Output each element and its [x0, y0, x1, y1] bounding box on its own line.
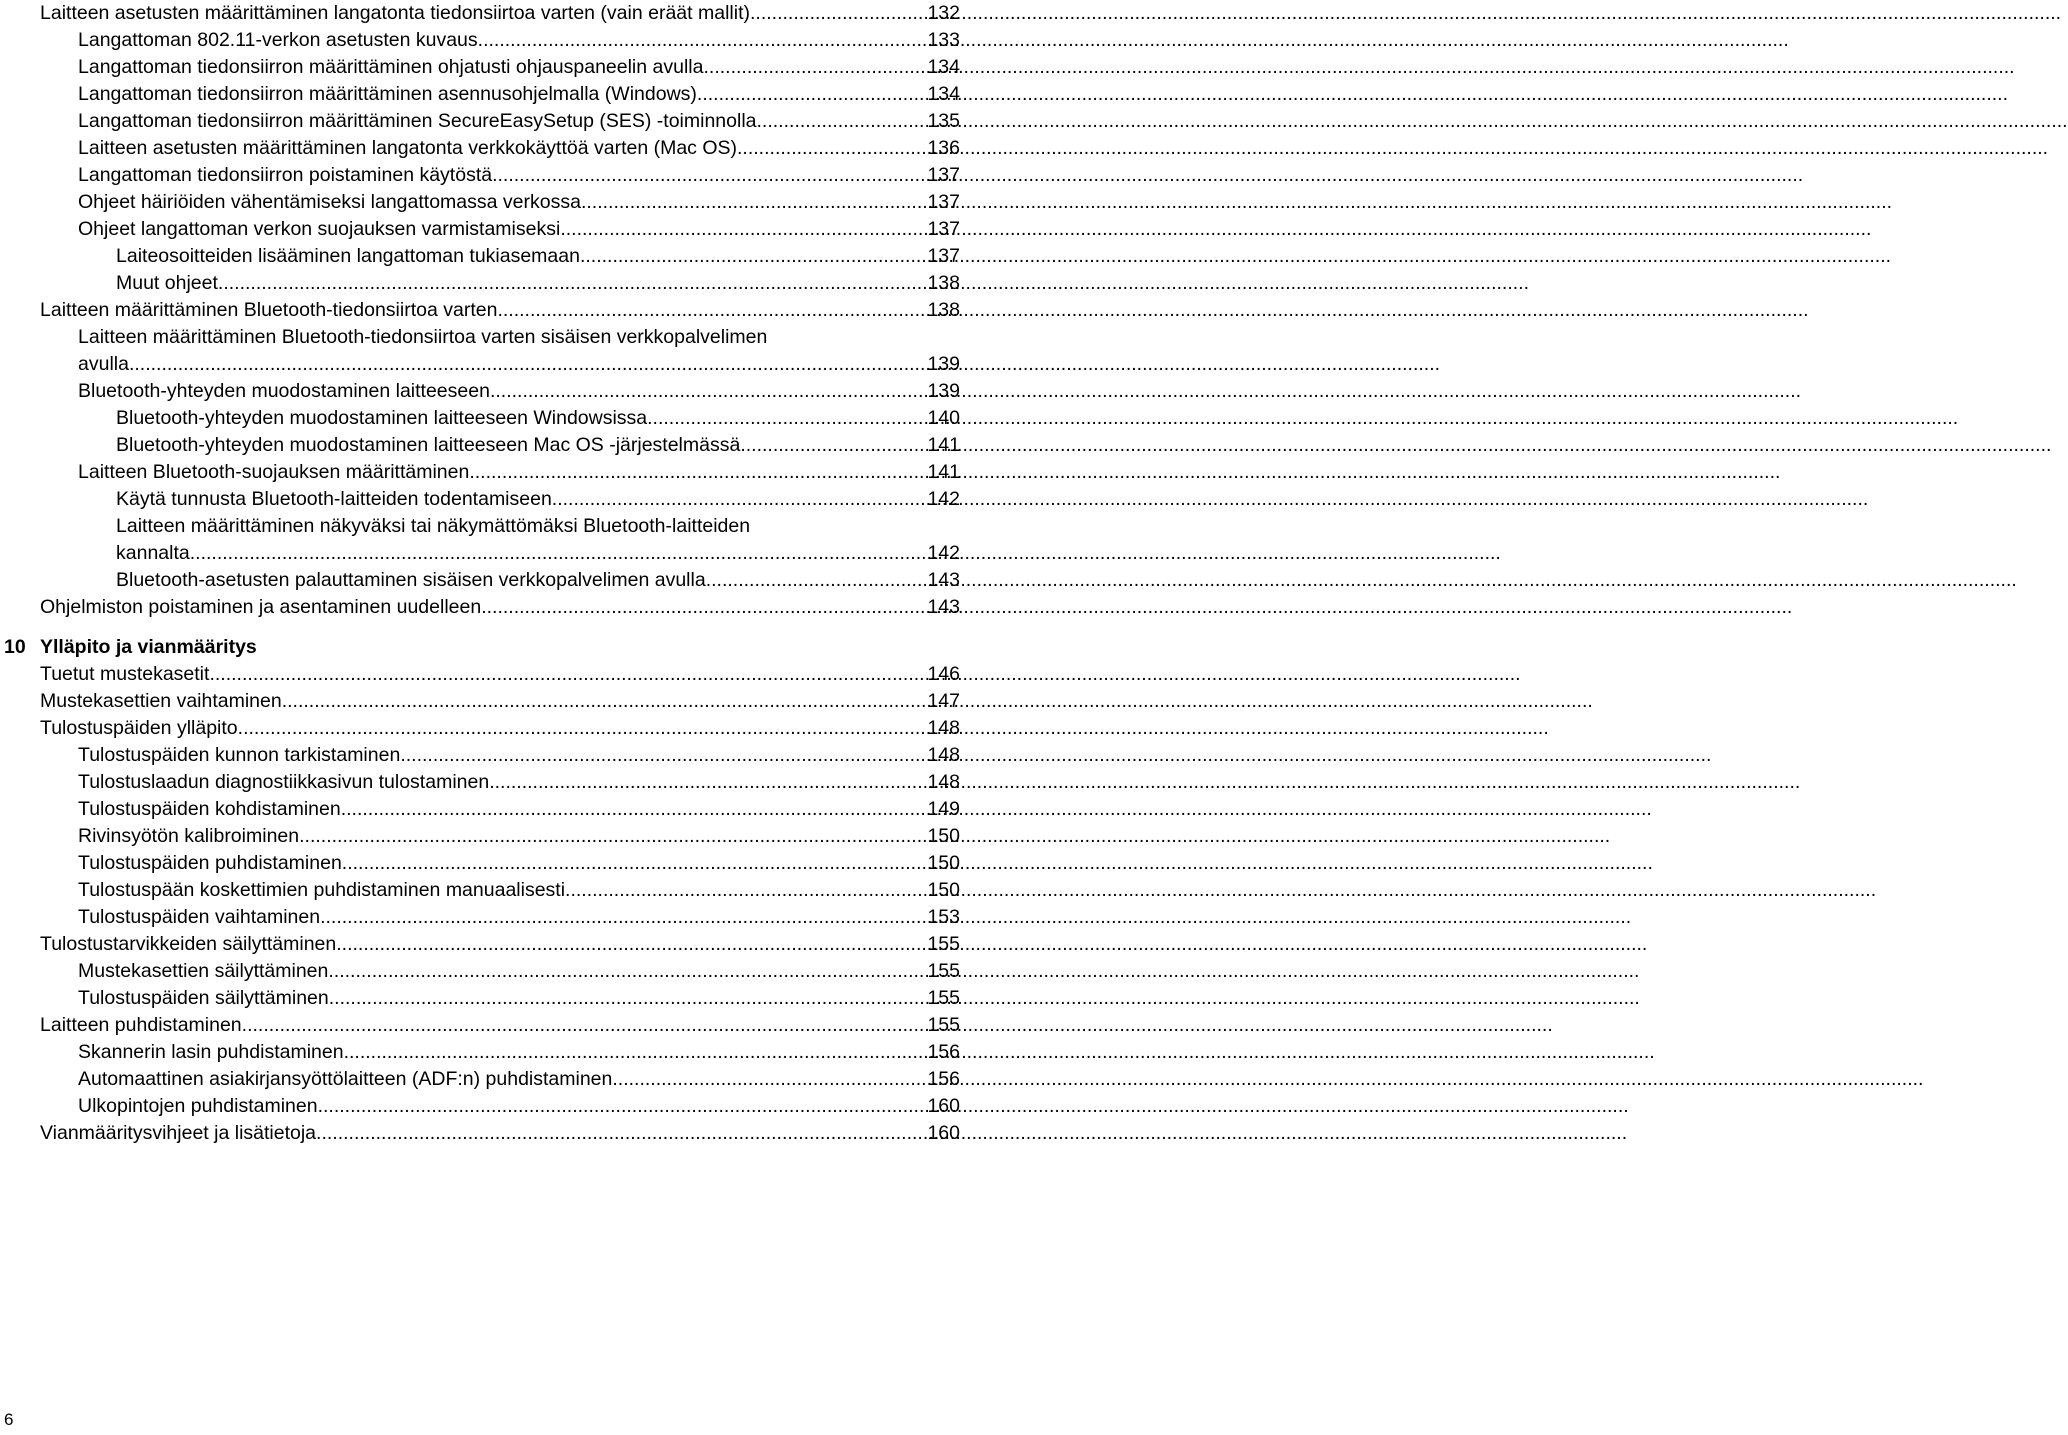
toc-entry-title: Laitteen Bluetooth-suojauksen määrittäminen: [78, 461, 470, 483]
toc-entry-page: 142: [927, 488, 960, 510]
toc-entry-title: Laitteen määrittäminen Bluetooth-tiedonsiirtoa varten: [40, 299, 498, 321]
toc-entry-title: Ulkopintojen puhdistaminen: [78, 1095, 318, 1117]
dot-leader: [560, 216, 927, 243]
toc-entry-page: 137: [927, 191, 960, 213]
toc-entry[interactable]: [78, 378, 960, 405]
toc-entry[interactable]: [116, 243, 960, 270]
toc-entry[interactable]: [78, 742, 960, 769]
toc-entry-page: 140: [927, 407, 960, 429]
toc-entry-page: 133: [927, 29, 960, 51]
toc-entry[interactable]: [78, 459, 960, 486]
toc-entry-title: avulla: [78, 353, 129, 375]
dot-leader: [209, 661, 927, 688]
toc-entry-page: 150: [927, 879, 960, 901]
toc-entry[interactable]: [40, 0, 960, 27]
toc-entry-page: 149: [927, 798, 960, 820]
dot-leader: [697, 81, 928, 108]
toc-entry-title: Muut ohjeet: [116, 272, 218, 294]
toc-entry[interactable]: [116, 540, 960, 567]
dot-leader: [341, 796, 928, 823]
chapter-title: Ylläpito ja vianmääritys: [40, 636, 257, 658]
toc-entry[interactable]: [40, 594, 960, 621]
toc-entry-title: Bluetooth-asetusten palauttaminen sisäisen verkkopalvelimen avulla: [116, 569, 706, 591]
toc-entry-title: Tulostuspäiden kohdistaminen: [78, 798, 341, 820]
toc-entry-page: 147: [927, 690, 960, 712]
toc-entry[interactable]: [78, 108, 960, 135]
dot-leader: [342, 850, 928, 877]
dot-leader: [328, 958, 927, 985]
toc-entry-page: 137: [927, 164, 960, 186]
chapter-number: 10: [4, 636, 26, 658]
toc-entry-title: Langattoman 802.11-verkon asetusten kuvaus: [78, 29, 478, 51]
toc-entry[interactable]: [78, 1066, 960, 1093]
toc-entry[interactable]: [78, 135, 960, 162]
toc-entry[interactable]: [40, 1012, 960, 1039]
toc-entry-page: 138: [927, 299, 960, 321]
toc-entry[interactable]: [40, 688, 960, 715]
toc-entry-page: 148: [927, 744, 960, 766]
toc-entry[interactable]: [78, 1039, 960, 1066]
dot-leader: [565, 877, 927, 904]
toc-entry[interactable]: [116, 270, 960, 297]
toc-entry-title[interactable]: Laitteen määrittäminen Bluetooth-tiedonsiirtoa varten sisäisen verkkopalvelimen: [78, 326, 768, 348]
toc-entry-title: Langattoman tiedonsiirron poistaminen käytöstä: [78, 164, 493, 186]
dot-leader: [497, 297, 927, 324]
toc-entry-title: Tulostuspäiden kunnon tarkistaminen: [78, 744, 401, 766]
dot-leader: [336, 931, 927, 958]
dot-leader: [757, 108, 928, 135]
dot-leader: [329, 985, 928, 1012]
toc-entry[interactable]: [78, 216, 960, 243]
dot-leader: [740, 432, 927, 459]
dot-leader: [750, 0, 927, 27]
toc-entry-title: Mustekasettien säilyttäminen: [78, 960, 329, 982]
toc-entry-page: 155: [927, 933, 960, 955]
toc-entry[interactable]: [78, 769, 960, 796]
dot-leader: [492, 162, 927, 189]
toc-entry-title: Ohjeet langattoman verkon suojauksen varmistamiseksi: [78, 218, 561, 240]
dot-leader: [481, 594, 927, 621]
toc-entry[interactable]: [78, 189, 960, 216]
toc-entry-page: 142: [927, 542, 960, 564]
toc-entry-title: Bluetooth-yhteyden muodostaminen laitteeseen Windowsissa: [116, 407, 648, 429]
toc-entry[interactable]: [78, 850, 960, 877]
toc-entry[interactable]: [78, 1093, 960, 1120]
toc-entry-title: Tulostuspäiden ylläpito: [40, 717, 238, 739]
dot-leader: [320, 904, 927, 931]
toc-entry-title: Tulostuslaadun diagnostiikkasivun tulostaminen: [78, 771, 490, 793]
toc-entry-page: 143: [927, 596, 960, 618]
toc-entry-page: 146: [927, 663, 960, 685]
toc-entry-title: Langattoman tiedonsiirron määrittäminen asennusohjelmalla (Windows): [78, 83, 697, 105]
toc-entry-page: 134: [927, 56, 960, 78]
toc-entry-title: Mustekasettien vaihtaminen: [40, 690, 282, 712]
toc-entry[interactable]: [78, 985, 960, 1012]
toc-entry-title: Tuetut mustekasetit: [40, 663, 210, 685]
toc-entry-title: kannalta: [116, 542, 190, 564]
dot-leader: [218, 270, 928, 297]
dot-leader: [647, 405, 927, 432]
toc-entry-page: 148: [927, 717, 960, 739]
toc-entry-page: 155: [927, 960, 960, 982]
dot-leader: [580, 243, 927, 270]
dot-leader: [400, 742, 927, 769]
dot-leader: [316, 1120, 927, 1147]
toc-entry[interactable]: [40, 931, 960, 958]
toc-entry-page: 132: [927, 2, 960, 24]
toc-entry-title: Käytä tunnusta Bluetooth-laitteiden todentamiseen.: [116, 488, 558, 510]
toc-entry-title: Bluetooth-yhteyden muodostaminen laitteeseen Mac OS -järjestelmässä: [116, 434, 741, 456]
dot-leader: [299, 823, 927, 850]
toc-entry-page: 139: [927, 380, 960, 402]
toc-entry[interactable]: [40, 715, 960, 742]
toc-entry-title: Rivinsyötön kalibroiminen: [78, 825, 300, 847]
toc-entry-title: Laiteosoitteiden lisääminen langattoman tukiasemaan: [116, 245, 580, 267]
toc-entry-page: 156: [927, 1041, 960, 1063]
toc-entry-title[interactable]: Laitteen määrittäminen näkyväksi tai näkymättömäksi Bluetooth-laitteiden: [116, 515, 751, 537]
toc-entry-title: Bluetooth-yhteyden muodostaminen laitteeseen: [78, 380, 490, 402]
dot-leader: [318, 1093, 928, 1120]
dot-leader: [489, 769, 927, 796]
toc-entry[interactable]: [78, 27, 960, 54]
toc-entry-page: 150: [927, 852, 960, 874]
toc-entry[interactable]: [78, 351, 960, 378]
toc-entry[interactable]: [116, 432, 960, 459]
toc-entry-title: Tulostuspään koskettimien puhdistaminen manuaalisesti: [78, 879, 566, 901]
toc-entry-title: Tulostuspäiden puhdistaminen: [78, 852, 342, 874]
toc-entry[interactable]: [40, 661, 960, 688]
toc-entry-title: Laitteen asetusten määrittäminen langatonta tiedonsiirtoa varten (vain eräät mallit): [40, 2, 750, 24]
dot-leader: [703, 54, 927, 81]
dot-leader: [706, 567, 928, 594]
toc-entry-page: 141: [927, 434, 960, 456]
dot-leader: [129, 351, 928, 378]
toc-entry-title: Ohjeet häiriöiden vähentämiseksi langattomassa verkossa: [78, 191, 581, 213]
toc-entry[interactable]: [40, 297, 960, 324]
dot-leader: [612, 1066, 927, 1093]
toc-entry[interactable]: [78, 162, 960, 189]
toc-entry[interactable]: [40, 1120, 960, 1147]
toc-entry-title: Langattoman tiedonsiirron määrittäminen ohjatusti ohjauspaneelin avulla: [78, 56, 704, 78]
dot-leader: [190, 540, 928, 567]
dot-leader: [737, 135, 927, 162]
toc-entry[interactable]: [116, 486, 960, 513]
page-number: 6: [4, 1410, 14, 1429]
toc-entry-page: 134: [927, 83, 960, 105]
toc-entry[interactable]: [78, 81, 960, 108]
toc-entry-page: 160: [927, 1122, 960, 1144]
toc-entry-page: 143: [927, 569, 960, 591]
toc-entry-page: 156: [927, 1068, 960, 1090]
toc-entry[interactable]: [78, 54, 960, 81]
toc-entry-title: Ohjelmiston poistaminen ja asentaminen uudelleen: [40, 596, 482, 618]
toc-entry[interactable]: [78, 823, 960, 850]
toc-entry-title: Automaattinen asiakirjansyöttölaitteen (ADF:n) puhdistaminen: [78, 1068, 613, 1090]
dot-leader: [238, 715, 928, 742]
toc-entry-page: 148: [927, 771, 960, 793]
dot-leader: [242, 1012, 928, 1039]
toc-entry-title: Laitteen puhdistaminen: [40, 1014, 242, 1036]
toc-entry-title: Tulostustarvikkeiden säilyttäminen: [40, 933, 337, 955]
dot-leader: [344, 1039, 928, 1066]
toc-entry[interactable]: [78, 958, 960, 985]
toc-entry-page: 136: [927, 137, 960, 159]
toc-entry[interactable]: [116, 405, 960, 432]
dot-leader: [557, 486, 927, 513]
toc-entry-page: 135: [927, 110, 960, 132]
dot-leader: [478, 27, 928, 54]
dot-leader: [581, 189, 928, 216]
toc-entry-title: Tulostuspäiden säilyttäminen: [78, 987, 329, 1009]
toc-entry[interactable]: [78, 796, 960, 823]
toc-entry-title: Vianmääritysvihjeet ja lisätietoja: [40, 1122, 317, 1144]
toc-entry-page: 155: [927, 1014, 960, 1036]
toc-entry-page: 160: [927, 1095, 960, 1117]
toc-entry-title: Laitteen asetusten määrittäminen langatonta verkkokäyttöä varten (Mac OS): [78, 137, 738, 159]
toc-entry[interactable]: [116, 567, 960, 594]
dot-leader: [282, 688, 928, 715]
toc-entry-page: 153: [927, 906, 960, 928]
toc-entry[interactable]: [78, 904, 960, 931]
toc-entry-page: 155: [927, 987, 960, 1009]
toc-entry-title: Skannerin lasin puhdistaminen: [78, 1041, 344, 1063]
toc-entry-page: 139: [927, 353, 960, 375]
toc-entry-page: 138: [927, 272, 960, 294]
toc-entry-page: 137: [927, 245, 960, 267]
toc-entry-page: 150: [927, 825, 960, 847]
toc-entry-title: Langattoman tiedonsiirron määrittäminen SecureEasySetup (SES) -toiminnolla: [78, 110, 757, 132]
toc-entry-page: 137: [927, 218, 960, 240]
toc-entry-page: 141: [927, 461, 960, 483]
toc-page: [0, 0, 960, 1435]
dot-leader: [469, 459, 927, 486]
dot-leader: [490, 378, 928, 405]
toc-entry-title: Tulostuspäiden vaihtaminen: [78, 906, 321, 928]
toc-entry[interactable]: [78, 877, 960, 904]
